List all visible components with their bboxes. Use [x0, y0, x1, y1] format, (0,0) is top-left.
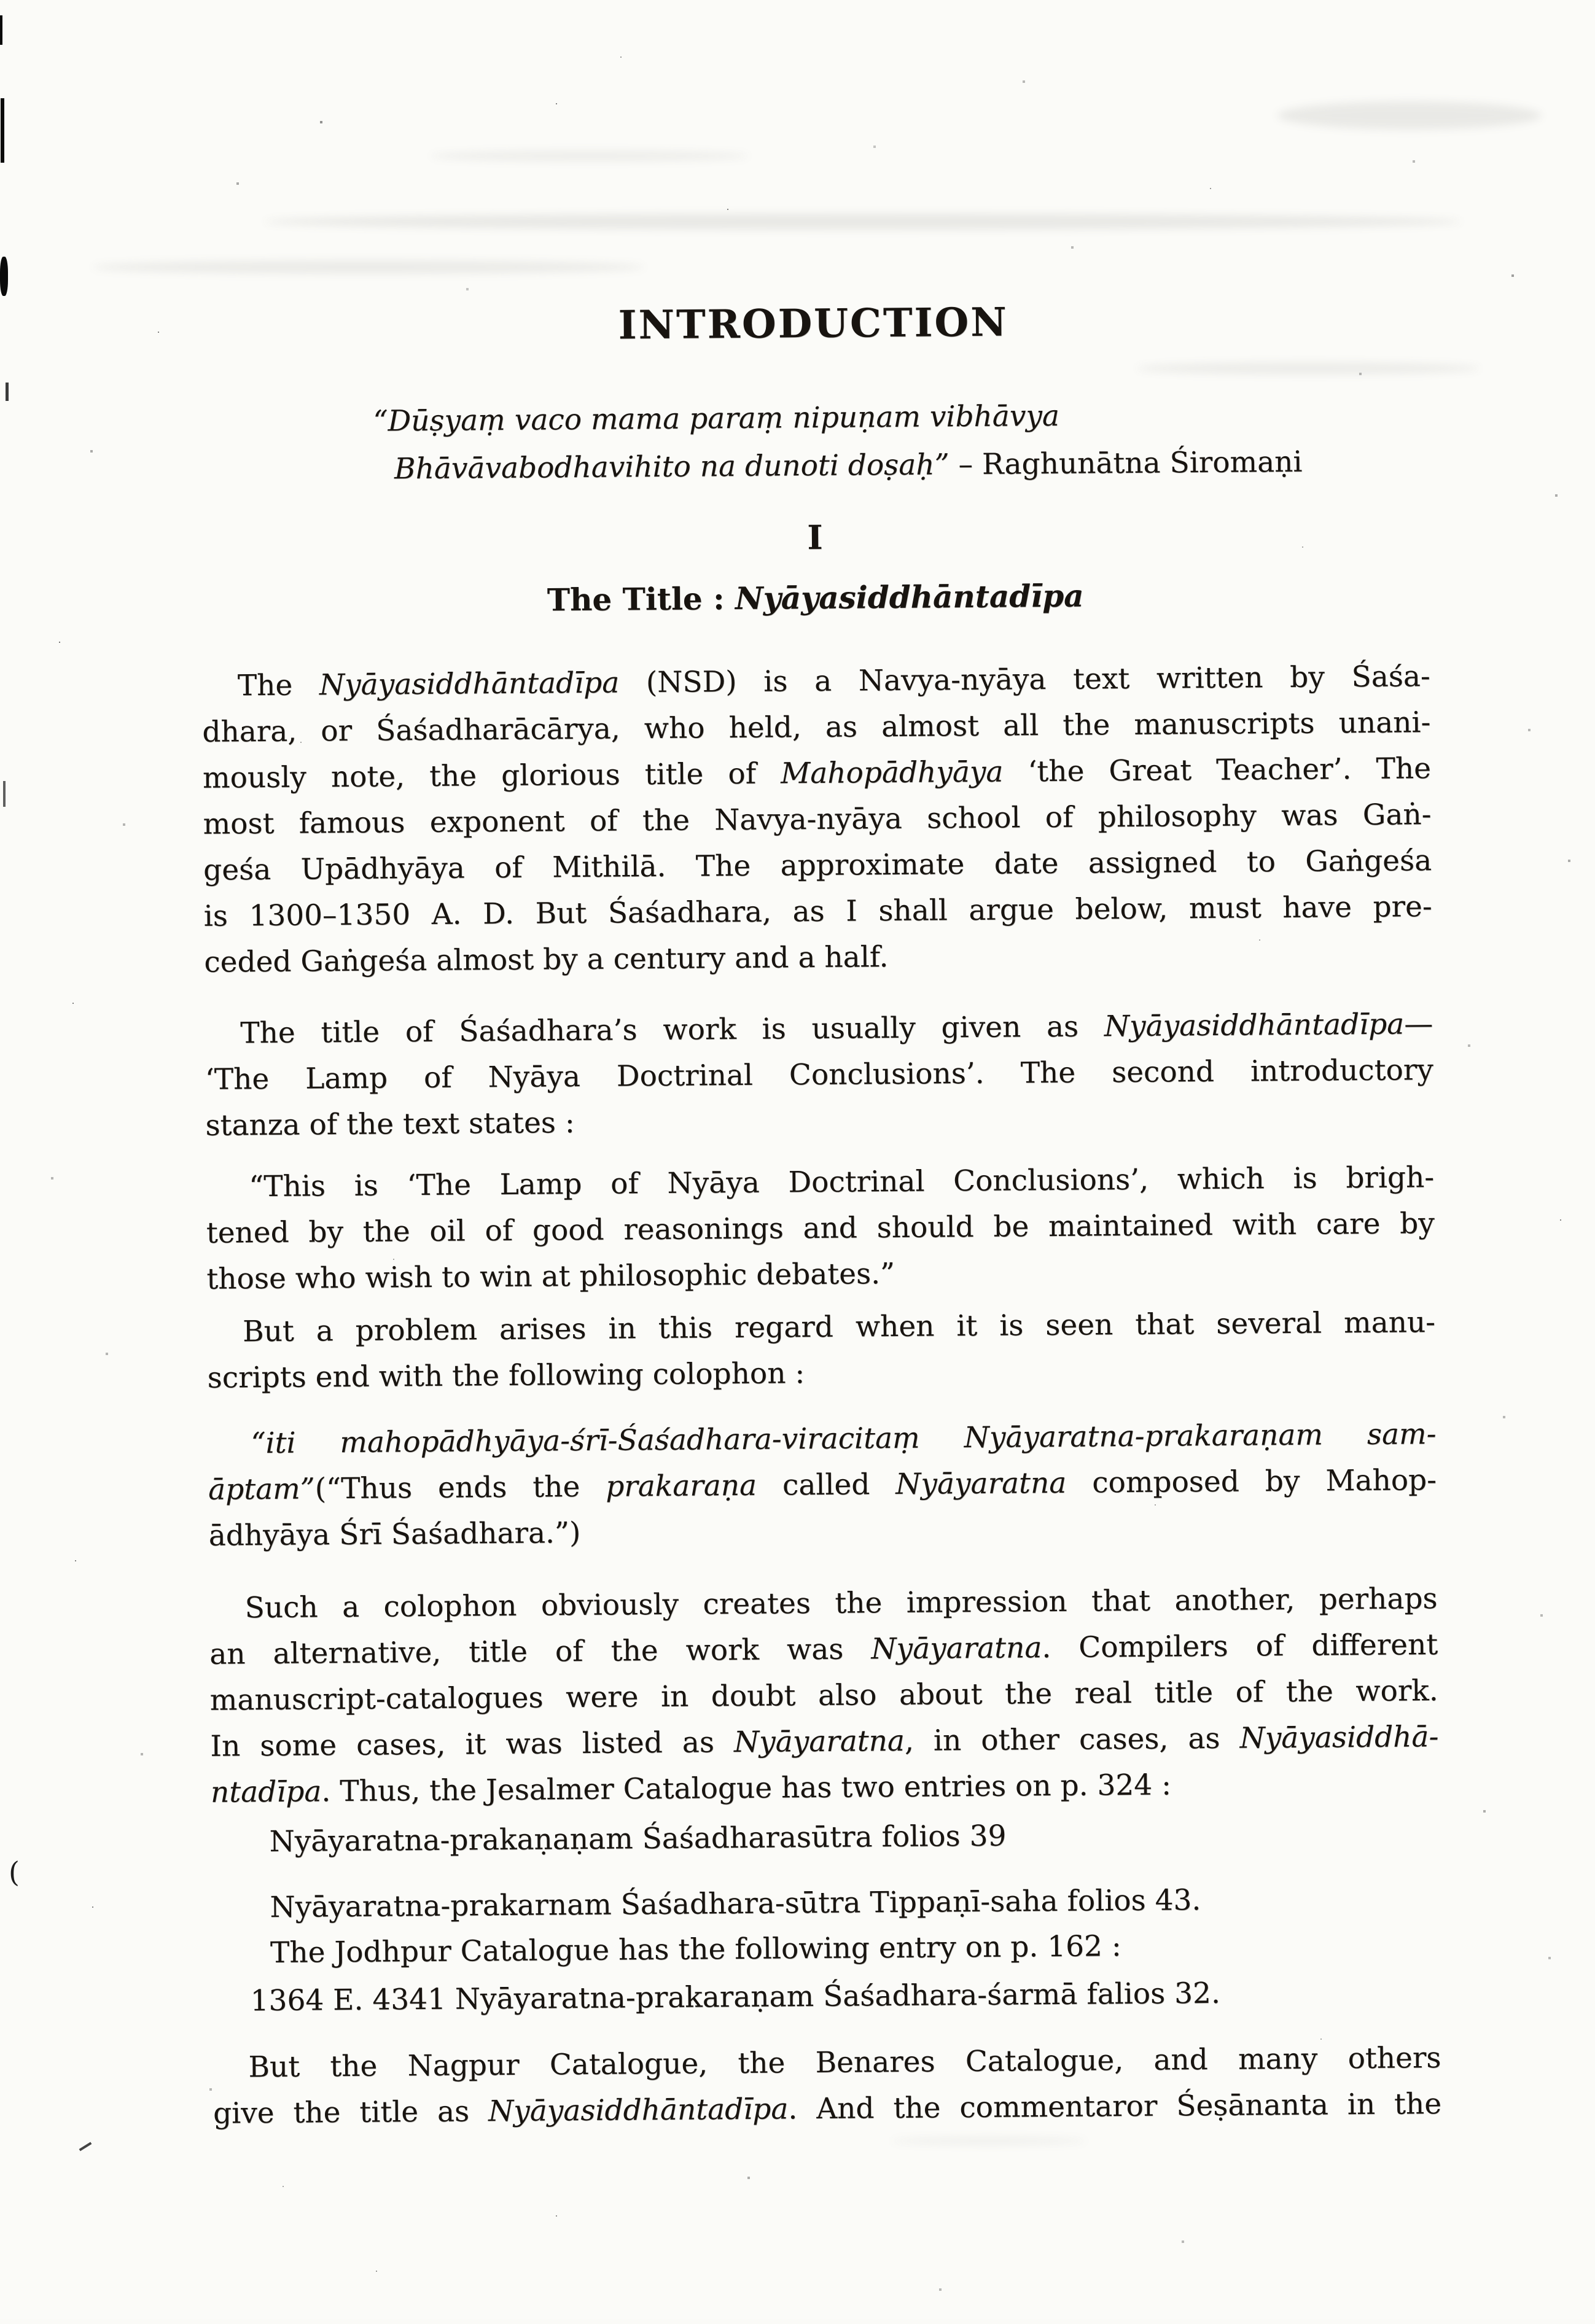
text-line: But the Nagpur Catalogue, the Benares Catalogue, and many others [248, 2041, 1441, 2085]
paragraph-closing [213, 2035, 1441, 2137]
section-number [201, 514, 1429, 561]
text-line: mously note, the glorious title of Mahopādhyāya ‘the Great Teacher’. The [202, 752, 1432, 795]
text-line: āptam”(“Thus ends the prakaraṇa called Nyāyaratna composed by Mahop- [208, 1463, 1437, 1507]
text-line: manuscript-catalogues were in doubt also about the real title of the work. [209, 1674, 1438, 1717]
text-line: The title of Śaśadhara’s work is usually given as Nyāyasiddhāntadīpa— [240, 1007, 1433, 1051]
text-line: Nyāyaratna-prakarnam Śaśadhara-sūtra Tippaṇī-saha folios 43. [270, 1883, 1201, 1925]
text-block [197, 0, 1443, 2324]
text-line: ceded Gaṅgeśa almost by a century and a half. [204, 940, 889, 979]
text-line: Nyāyaratna-prakaṇaṇam Śaśadharasūtra folios 39 [269, 1819, 1007, 1859]
jodhpur-catalogue-line [212, 1921, 1441, 1976]
text-line: I [807, 517, 823, 558]
text-line: The Nyāyasiddhāntadīpa (NSD) is a Navya-nyāya text written by Śaśa- [237, 659, 1430, 703]
section-title [201, 574, 1430, 622]
text-line: 1364 E. 4341 Nyāyaratna-prakaraṇam Śaśadhara-śarmā falios 32. [250, 1976, 1221, 2018]
text-line: most famous exponent of the Navya-nyāya school of philosophy was Gaṅ- [203, 798, 1432, 841]
text-line: In some cases, it was listed as Nyāyaratna, in other cases, as Nyāyasiddhā- [210, 1720, 1439, 1763]
text-line: Such a colophon obviously creates the impression that another, perhaps [244, 1582, 1438, 1625]
text-line: ādhyāya Śrī Śaśadhara.”) [208, 1516, 581, 1553]
text-line: an alternative, title of the work was Nyāyaratna. Compilers of different [209, 1628, 1438, 1671]
text-line: The Title : Nyāyasiddhāntadīpa [547, 577, 1084, 618]
scan-artifact [0, 257, 8, 296]
scan-artifact [3, 781, 6, 807]
chapter-heading [199, 295, 1428, 354]
text-line: ntadīpa. Thus, the Jesalmer Catalogue has two entries on p. 324 : [210, 1768, 1172, 1809]
scan-artifact [0, 15, 2, 45]
text-line: ‘The Lamp of Nyāya Doctrinal Conclusions’. The second introductory [205, 1053, 1434, 1097]
scan-artifact [6, 383, 9, 401]
catalogue-entry-3 [212, 1968, 1441, 2024]
text-line: INTRODUCTION [618, 299, 1009, 349]
text-line: “This is ‘The Lamp of Nyāya Doctrinal Conclusions’, which is brigh- [249, 1160, 1435, 1204]
quotation-stanza [206, 1154, 1435, 1302]
text-line: “Dūṣyaṃ vaco mama paraṃ nipuṇam vibhāvya [373, 398, 1060, 438]
scan-artifact [79, 2142, 92, 2151]
paragraph-3 [207, 1299, 1436, 1401]
text-line: stanza of the text states : [205, 1106, 575, 1143]
paragraph-1 [202, 653, 1433, 985]
scan-noise [0, 0, 1, 1]
text-line: “iti mahopādhyāya-śrī-Śaśadhara-viracitaṃ Nyāyaratna-prakaraṇam sam- [251, 1417, 1437, 1461]
text-line: is 1300–1350 A. D. But Śaśadhara, as I shall argue below, must have pre- [203, 890, 1432, 933]
epigraph [200, 389, 1429, 495]
text-line: dhara, or Śaśadharācārya, who held, as almost all the manuscripts unani- [202, 705, 1431, 749]
catalogue-entry-1 [211, 1809, 1440, 1865]
scan-artifact [1, 98, 4, 163]
paragraph-4 [209, 1576, 1439, 1816]
text-line: scripts end with the following colophon : [207, 1356, 805, 1395]
text-line: those who wish to win at philosophic debates.” [206, 1257, 895, 1296]
text-line: give the title as Nyāyasiddhāntadīpa. And the commentaror Śeṣānanta in the [213, 2087, 1442, 2131]
scan-artifact: ( [9, 1856, 20, 1889]
text-line: Bhāvāvabodhavihito na dunoti doṣaḥ” – Raghunātna Śiromaṇi [394, 445, 1303, 486]
text-line: The Jodhpur Catalogue has the following entry on p. 162 : [270, 1929, 1121, 1970]
colophon-quote [208, 1411, 1437, 1559]
text-line: tened by the oil of good reasonings and should be maintained with care by [206, 1207, 1435, 1250]
paragraph-2 [205, 1001, 1434, 1149]
text-line: But a problem arises in this regard when it is seen that several manu- [242, 1305, 1436, 1349]
text-line: geśa Upādhyāya of Mithilā. The approximate date assigned to Gaṅgeśa [203, 844, 1432, 887]
